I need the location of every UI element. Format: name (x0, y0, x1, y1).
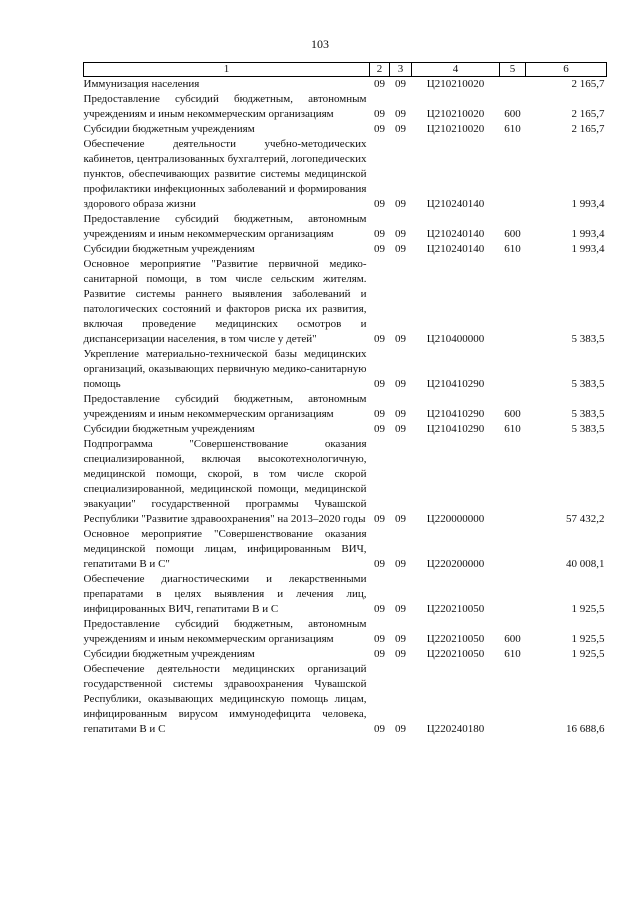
row-cell-c4: Ц210410290 (426, 408, 485, 420)
row-description: Предоставление субсидий бюджетным, автономным учреждениям и иным некоммерческим организациям (83, 213, 367, 240)
row-cell-c2: 09 (374, 603, 385, 615)
table-row (84, 617, 607, 647)
table-row (84, 422, 607, 437)
header-cell: 4 (412, 63, 500, 77)
row-cell-c2: 09 (374, 513, 385, 525)
row-cell-c2: 09 (374, 633, 385, 645)
row-cell-c3: 09 (395, 423, 406, 435)
row-cell-c4: Ц210210020 (426, 108, 485, 120)
row-cell-c6: 1 925,5 (571, 633, 605, 645)
row-description: Предоставление субсидий бюджетным, автономным учреждениям и иным некоммерческим организациям (83, 93, 367, 120)
row-cell-c5 (500, 77, 526, 93)
row-cell-c4: Ц210210020 (426, 78, 485, 90)
row-cell-c3: 09 (395, 333, 406, 345)
row-cell-c5: 600 (504, 408, 521, 420)
row-description: Субсидии бюджетным учреждениям (83, 423, 255, 435)
table-row (84, 347, 607, 392)
row-cell-c3: 09 (395, 123, 406, 135)
row-cell-c5: 610 (504, 423, 521, 435)
row-cell-c6: 1 993,4 (571, 243, 605, 255)
header-cell: 1 (84, 63, 370, 77)
row-cell-c5 (500, 347, 526, 392)
row-cell-c2: 09 (374, 108, 385, 120)
row-cell-c6: 2 165,7 (571, 108, 605, 120)
header-cell: 6 (526, 63, 607, 77)
header-cell: 5 (500, 63, 526, 77)
row-cell-c2: 09 (374, 78, 385, 90)
row-cell-c2: 09 (374, 228, 385, 240)
row-cell-c6: 2 165,7 (571, 78, 605, 90)
row-cell-c3: 09 (395, 108, 406, 120)
table-row (84, 77, 607, 93)
table-row (84, 527, 607, 572)
header-cell: 3 (390, 63, 412, 77)
row-cell-c2: 09 (374, 333, 385, 345)
row-cell-c4: Ц220210050 (426, 633, 485, 645)
row-cell-c6: 16 688,6 (566, 723, 605, 735)
page-number: 103 (311, 37, 329, 51)
row-description: Основное мероприятие "Развитие первичной медико-санитарной помощи, в том числе сельским жителям. Развитие системы раннего выявления заболеваний и патологических состояний и факторов риска их развития, включая проведение медицинских осмотров и диспансеризации населения, в том числе у детей" (83, 258, 367, 345)
budget-table (83, 62, 607, 737)
row-cell-c6: 1 993,4 (571, 198, 605, 210)
row-cell-c4: Ц210240140 (426, 228, 485, 240)
row-cell-c6: 5 383,5 (571, 423, 605, 435)
row-cell-c5: 610 (504, 648, 521, 660)
table-row (84, 662, 607, 737)
row-cell-c4: Ц210210020 (426, 123, 485, 135)
row-cell-c5: 610 (504, 243, 521, 255)
row-cell-c3: 09 (395, 408, 406, 420)
row-cell-c6: 1 993,4 (571, 228, 605, 240)
table-row (84, 647, 607, 662)
row-cell-c2: 09 (374, 378, 385, 390)
row-description: Обеспечение диагностическими и лекарственными препаратами в целях выявления и лечения лиц, инфицированных ВИЧ, гепатитами B и C (83, 573, 367, 615)
row-cell-c3: 09 (395, 78, 406, 90)
row-cell-c5 (500, 137, 526, 212)
row-cell-c3: 09 (395, 228, 406, 240)
row-cell-c2: 09 (374, 408, 385, 420)
row-cell-c3: 09 (395, 243, 406, 255)
row-cell-c4: Ц220240180 (426, 723, 485, 735)
row-cell-c2: 09 (374, 723, 385, 735)
row-cell-c3: 09 (395, 558, 406, 570)
row-cell-c2: 09 (374, 648, 385, 660)
row-cell-c2: 09 (374, 423, 385, 435)
row-cell-c4: Ц210240140 (426, 243, 485, 255)
table-body (84, 77, 607, 738)
table-row (84, 392, 607, 422)
row-description: Субсидии бюджетным учреждениям (83, 648, 255, 660)
row-cell-c3: 09 (395, 723, 406, 735)
row-cell-c6: 57 432,2 (566, 513, 605, 525)
row-cell-c4: Ц220000000 (426, 513, 485, 525)
row-cell-c5 (500, 572, 526, 617)
row-cell-c4: Ц220210050 (426, 648, 485, 660)
row-cell-c5 (500, 437, 526, 527)
row-cell-c2: 09 (374, 123, 385, 135)
table-row (84, 122, 607, 137)
table-row (84, 437, 607, 527)
row-description: Субсидии бюджетным учреждениям (83, 123, 255, 135)
row-cell-c5: 600 (504, 228, 521, 240)
row-cell-c2: 09 (374, 558, 385, 570)
row-cell-c3: 09 (395, 378, 406, 390)
table-row (84, 212, 607, 242)
row-description: Предоставление субсидий бюджетным, автономным учреждениям и иным некоммерческим организациям (83, 393, 367, 420)
row-cell-c6: 5 383,5 (571, 378, 605, 390)
row-cell-c6: 2 165,7 (571, 123, 605, 135)
row-cell-c4: Ц210400000 (426, 333, 485, 345)
row-cell-c5 (500, 527, 526, 572)
row-cell-c5 (500, 257, 526, 347)
row-description: Основное мероприятие "Совершенствование оказания медицинской помощи лицам, инфицированным ВИЧ, гепатитами B и C" (83, 528, 367, 570)
row-description: Предоставление субсидий бюджетным, автономным учреждениям и иным некоммерческим организациям (83, 618, 367, 645)
table-row (84, 137, 607, 212)
row-cell-c2: 09 (374, 243, 385, 255)
table-row (84, 92, 607, 122)
row-cell-c3: 09 (395, 513, 406, 525)
row-cell-c4: Ц210410290 (426, 378, 485, 390)
table-row (84, 572, 607, 617)
row-description: Иммунизация населения (83, 78, 200, 90)
row-cell-c5: 600 (504, 108, 521, 120)
row-description: Укрепление материально-технической базы медицинских организаций, оказывающих первичную медико-санитарную помощь (83, 348, 367, 390)
row-cell-c3: 09 (395, 633, 406, 645)
row-description: Подпрограмма "Совершенствование оказания специализированной, включая высокотехнологичную, медицинской помощи, скорой, в том числе скорой специализированной, медицинской помощи, медицинской эвакуации" государственной программы Чувашской Республики "Развитие здравоохранения" на 2013–2020 годы (83, 438, 367, 525)
table-header (84, 63, 607, 77)
row-cell-c4: Ц220210050 (426, 603, 485, 615)
row-cell-c4: Ц220200000 (426, 558, 485, 570)
row-cell-c2: 09 (374, 198, 385, 210)
row-cell-c5 (500, 662, 526, 737)
row-cell-c3: 09 (395, 198, 406, 210)
row-cell-c3: 09 (395, 603, 406, 615)
row-cell-c6: 5 383,5 (571, 333, 605, 345)
row-cell-c5: 600 (504, 633, 521, 645)
row-cell-c3: 09 (395, 648, 406, 660)
table-row (84, 242, 607, 257)
row-description: Субсидии бюджетным учреждениям (83, 243, 255, 255)
table-row (84, 257, 607, 347)
row-cell-c4: Ц210240140 (426, 198, 485, 210)
header-cell: 2 (370, 63, 390, 77)
row-cell-c6: 5 383,5 (571, 408, 605, 420)
row-description: Обеспечение деятельности учебно-методических кабинетов, централизованных бухгалтерий, логопедических пунктов, обеспечивающих развитие системы медицинской профилактики инфекционных заболеваний и формирования здорового образа жизни (83, 138, 367, 210)
row-cell-c6: 40 008,1 (566, 558, 605, 570)
row-description: Обеспечение деятельности медицинских организаций государственной системы здравоохранения Чувашской Республики, оказывающих медицинскую помощь лицам, инфицированным вирусом иммунодефицита человека, гепатитами B и C (83, 663, 367, 735)
row-cell-c5: 610 (504, 123, 521, 135)
row-cell-c6: 1 925,5 (571, 603, 605, 615)
row-cell-c6: 1 925,5 (571, 648, 605, 660)
row-cell-c4: Ц210410290 (426, 423, 485, 435)
